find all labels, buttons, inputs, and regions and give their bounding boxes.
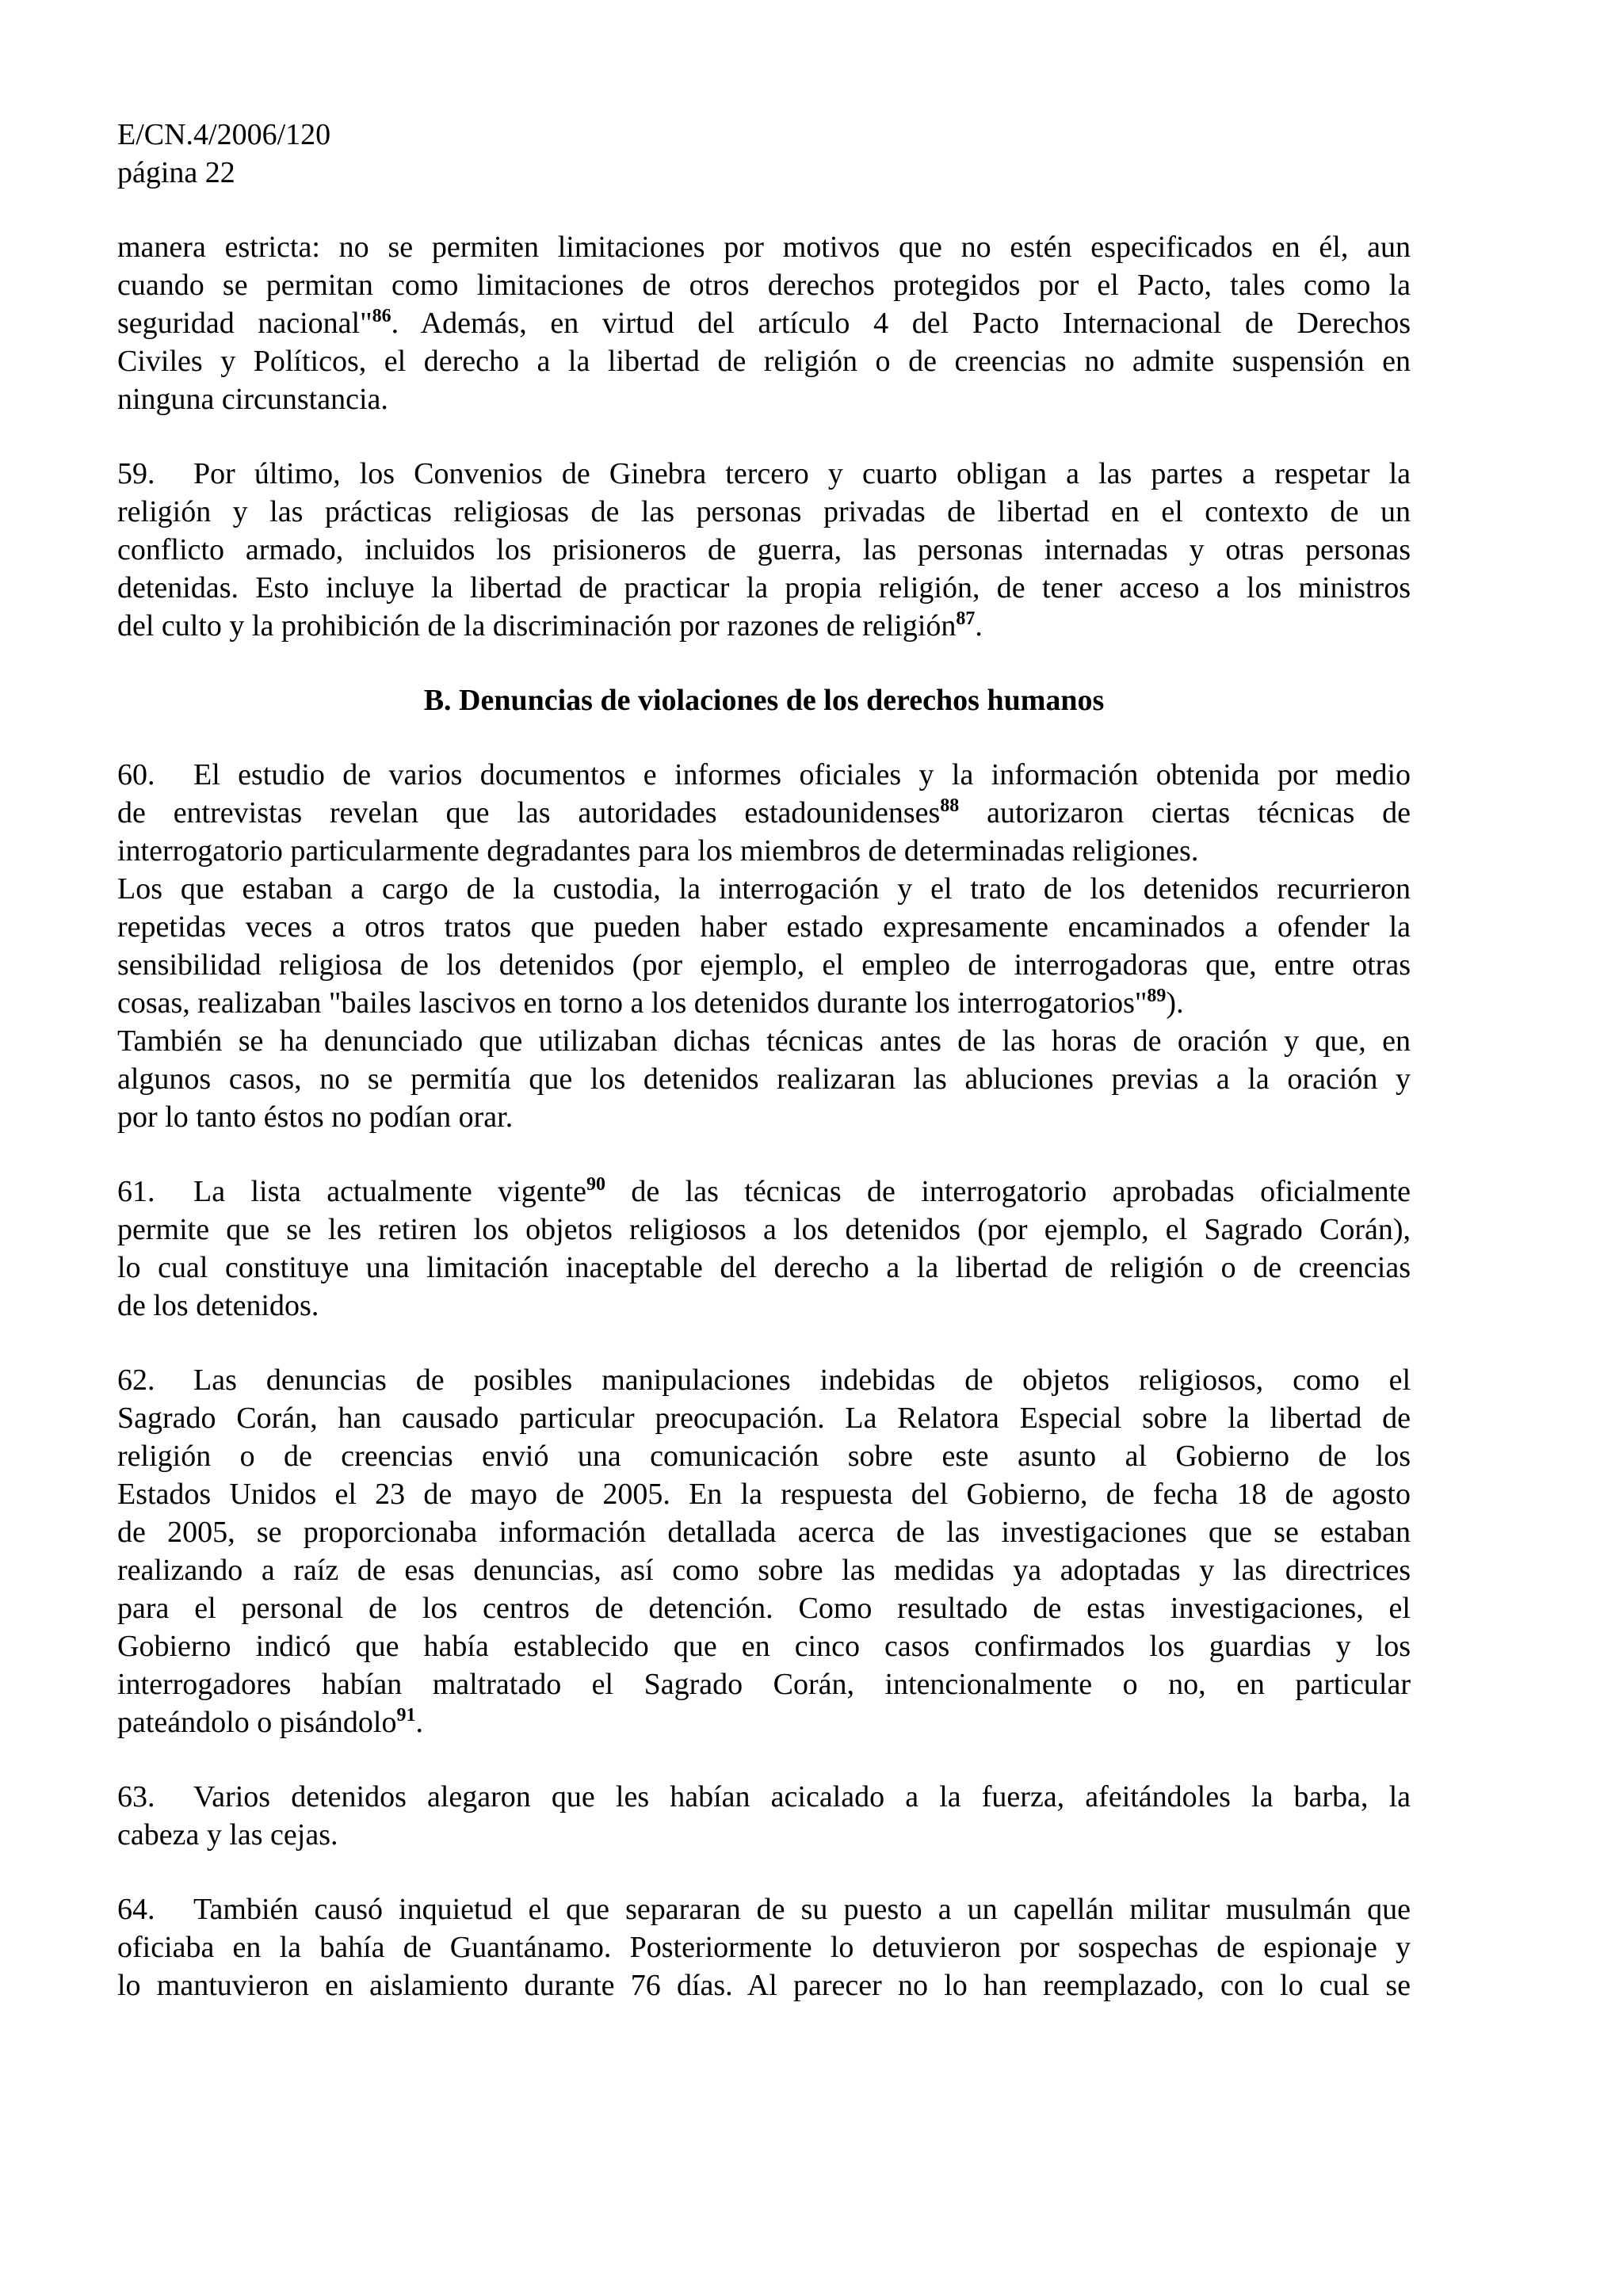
document-header (117, 116, 1411, 192)
text-line: permite que se les retiren los objetos religiosos a los detenidos (por ejemplo, el Sagrado Corán), (117, 1213, 1411, 1246)
text-line: interrogadores habían maltratado el Sagrado Corán, intencionalmente o no, en particular (117, 1668, 1411, 1701)
text-line: 62. Las denuncias de posibles manipulaciones indebidas de objetos religiosos, como el (117, 1361, 1411, 1399)
footnote-ref-89[interactable]: 89 (1147, 986, 1167, 1006)
text-line: seguridad nacional"$^{86}$. Además, en virtud del artículo 4 del Pacto Internacional de Derechos (117, 306, 1411, 340)
text-line: pateándolo o pisándolo$^{91}$. (117, 1705, 423, 1739)
footnote-ref-87[interactable]: 87 (956, 608, 976, 629)
paragraph-number: 64. (117, 1893, 155, 1926)
paragraph-61 (117, 1173, 1411, 1325)
section-heading: B. Denuncias de violaciones de los derechos humanos (423, 684, 1105, 717)
text-line: religión y las prácticas religiosas de las personas privadas de libertad en el contexto de un (117, 495, 1411, 528)
footnote-ref-86[interactable]: 86 (372, 306, 391, 326)
text-line: sensibilidad religiosa de los detenidos (por ejemplo, el empleo de interrogadoras que, entre otras (117, 948, 1411, 982)
text-line: detenidas. Esto incluye la libertad de practicar la propia religión, de tener acceso a los ministros (117, 571, 1411, 605)
text-line: cabeza y las cejas. (117, 1818, 338, 1852)
text-line: por lo tanto éstos no podían orar. (117, 1100, 514, 1134)
text-line: para el personal de los centros de detención. Como resultado de estas investigaciones, el (117, 1592, 1411, 1625)
page-number: página 22 (117, 156, 235, 189)
paragraph-62 (117, 1361, 1411, 1741)
text-line: de entrevistas revelan que las autoridades estadounidenses$^{88}$ autorizaron ciertas técnicas de (117, 795, 1411, 830)
text-line: repetidas veces a otros tratos que pueden haber estado expresamente encaminados a ofender la (117, 910, 1411, 944)
paragraph-59 (117, 455, 1411, 645)
document-symbol: E/CN.4/2006/120 (117, 118, 331, 151)
text-line: 63. Varios detenidos alegaron que les habían acicalado a la fuerza, afeitándoles la barba, la (117, 1778, 1411, 1816)
paragraph-number: 63. (117, 1780, 155, 1814)
text-line: Civiles y Políticos, el derecho a la libertad de religión o de creencias no admite suspensión en (117, 345, 1411, 378)
text-line: algunos casos, no se permitía que los detenidos realizaran las abluciones previas a la oración y (117, 1062, 1411, 1096)
paragraph-64 (117, 1890, 1411, 2004)
footnote-ref-88[interactable]: 88 (940, 795, 960, 816)
paragraph-58-continued (117, 228, 1411, 418)
text-line: conflicto armado, incluidos los prisioneros de guerra, las personas internadas y otras personas (117, 533, 1411, 566)
text-line: de 2005, se proporcionaba información detallada acerca de las investigaciones que se estaban (117, 1516, 1411, 1549)
text-line: realizando a raíz de esas denuncias, así como sobre las medidas ya adoptadas y las directrices (117, 1554, 1411, 1587)
footnote-ref-90[interactable]: 90 (586, 1174, 606, 1195)
text-line: manera estricta: no se permiten limitaciones por motivos que no estén especificados en él, aun (117, 231, 1411, 264)
text-line: También se ha denunciado que utilizaban dichas técnicas antes de las horas de oración y que, en (117, 1024, 1411, 1058)
text-line: 64. También causó inquietud el que separaran de su puesto a un capellán militar musulmán que (117, 1890, 1411, 1928)
paragraph-number: 61. (117, 1175, 155, 1208)
text-line: de los detenidos. (117, 1289, 319, 1322)
paragraph-63 (117, 1778, 1411, 1854)
text-line: Estados Unidos el 23 de mayo de 2005. En la respuesta del Gobierno, de fecha 18 de agosto (117, 1478, 1411, 1511)
text-line: 60. El estudio de varios documentos e informes oficiales y la información obtenida por medio (117, 756, 1411, 794)
paragraph-60 (117, 756, 1411, 1136)
text-line: oficiaba en la bahía de Guantánamo. Posteriormente lo detuvieron por sospechas de espionaje y (117, 1931, 1411, 1964)
text-line: Gobierno indicó que había establecido que en cinco casos confirmados los guardias y los (117, 1630, 1411, 1663)
paragraph-number: 62. (117, 1363, 155, 1397)
paragraph-number: 60. (117, 758, 155, 791)
text-line: lo cual constituye una limitación inaceptable del derecho a la libertad de religión o de creencias (117, 1251, 1411, 1284)
paragraph-number: 59. (117, 457, 155, 490)
text-line: religión o de creencias envió una comunicación sobre este asunto al Gobierno de los (117, 1440, 1411, 1473)
text-line: Sagrado Corán, han causado particular preocupación. La Relatora Especial sobre la libertad de (117, 1402, 1411, 1435)
text-line: del culto y la prohibición de la discriminación por razones de religión$^{87}$. (117, 608, 983, 643)
text-line: interrogatorio particularmente degradantes para los miembros de determinadas religiones. (117, 834, 1199, 868)
text-line: 59. Por último, los Convenios de Ginebra tercero y cuarto obligan a las partes a respetar la (117, 455, 1411, 493)
text-line: Los que estaban a cargo de la custodia, la interrogación y el trato de los detenidos recurrieron (117, 872, 1411, 906)
footnote-ref-91[interactable]: 91 (396, 1705, 416, 1726)
text-line: ninguna circunstancia. (117, 383, 388, 416)
text-line: lo mantuvieron en aislamiento durante 76 días. Al parecer no lo han reemplazado, con lo cual se (117, 1969, 1411, 2002)
document-page (117, 116, 1411, 2041)
text-line: cuando se permitan como limitaciones de otros derechos protegidos por el Pacto, tales como la (117, 269, 1411, 302)
text-line: cosas, realizaban "bailes lascivos en torno a los detenidos durante los interrogatorios"$^{89}$). (117, 986, 1184, 1020)
text-line: 61. La lista actualmente vigente$^{90}$ de las técnicas de interrogatorio aprobadas oficialmente (117, 1173, 1411, 1211)
